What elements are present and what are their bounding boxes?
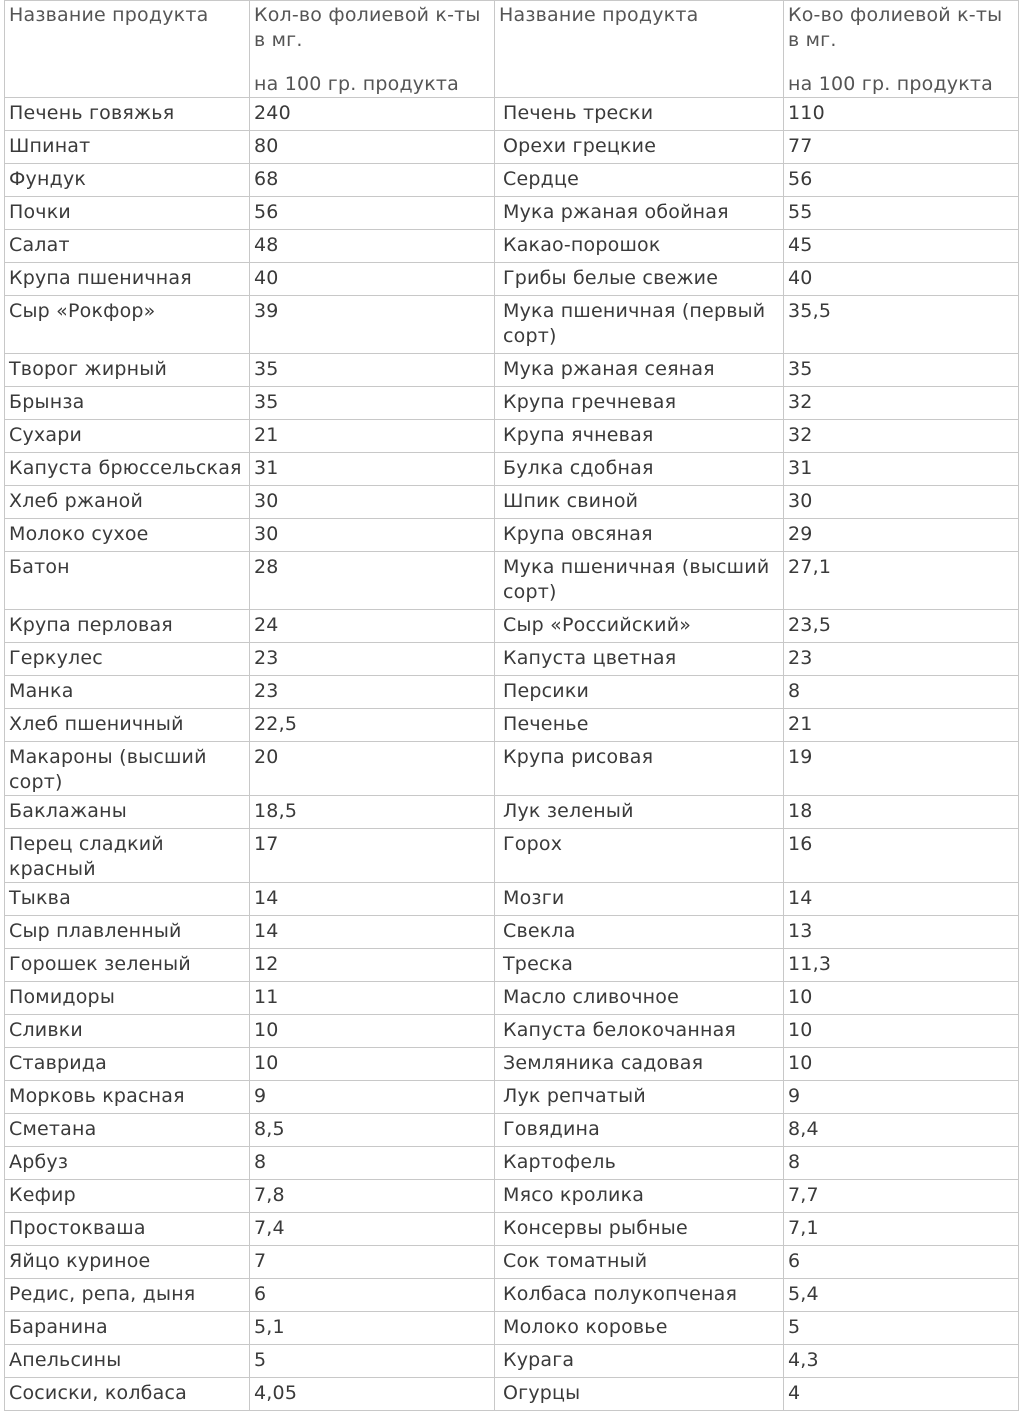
product-name-right-cell: Горох [495, 829, 784, 883]
product-name-right-cell: Молоко коровье [495, 1312, 784, 1345]
folic-amount-right-cell: 13 [784, 916, 1019, 949]
header-right-product-name [495, 1, 784, 98]
folic-amount-right-cell: 4,3 [784, 1345, 1019, 1378]
table-row [5, 1246, 1019, 1279]
folic-amount-left-cell: 8 [250, 1147, 495, 1180]
folic-amount-left-cell: 20 [250, 742, 495, 796]
folic-amount-right-cell: 6 [784, 1246, 1019, 1279]
header-left-folic-amount [250, 1, 495, 98]
folic-amount-right-cell: 23 [784, 643, 1019, 676]
table-row [5, 829, 1019, 883]
folic-amount-right-cell: 35,5 [784, 296, 1019, 354]
table-row [5, 610, 1019, 643]
folic-amount-right-cell: 7,1 [784, 1213, 1019, 1246]
folic-amount-right-cell: 8 [784, 1147, 1019, 1180]
folic-amount-right-cell: 55 [784, 197, 1019, 230]
table-row [5, 197, 1019, 230]
table-row [5, 643, 1019, 676]
product-name-left-cell: Морковь красная [5, 1081, 250, 1114]
product-name-right-cell: Мясо кролика [495, 1180, 784, 1213]
folic-amount-left-cell: 68 [250, 164, 495, 197]
product-name-left-cell: Макароны (высший сорт) [5, 742, 250, 796]
product-name-left-cell: Редис, репа, дыня [5, 1279, 250, 1312]
product-name-right-cell: Масло сливочное [495, 982, 784, 1015]
folic-amount-right-cell: 40 [784, 263, 1019, 296]
folic-amount-left-cell: 9 [250, 1081, 495, 1114]
folic-amount-left-cell: 39 [250, 296, 495, 354]
folic-amount-left-cell: 10 [250, 1048, 495, 1081]
product-name-left-cell: Хлеб пшеничный [5, 709, 250, 742]
folic-amount-left-cell: 18,5 [250, 796, 495, 829]
folic-amount-right-cell: 11,3 [784, 949, 1019, 982]
product-name-right-cell: Крупа овсяная [495, 519, 784, 552]
folic-amount-left-cell: 7,4 [250, 1213, 495, 1246]
product-name-left-cell: Ставрида [5, 1048, 250, 1081]
table-row [5, 1279, 1019, 1312]
folic-amount-right-cell: 23,5 [784, 610, 1019, 643]
product-name-right-cell: Крупа гречневая [495, 387, 784, 420]
table-row [5, 387, 1019, 420]
product-name-left-cell: Салат [5, 230, 250, 263]
folic-amount-right-cell: 5,4 [784, 1279, 1019, 1312]
folic-amount-left-cell: 17 [250, 829, 495, 883]
table-row [5, 519, 1019, 552]
product-name-left-cell: Горошек зеленый [5, 949, 250, 982]
folic-amount-left-cell: 40 [250, 263, 495, 296]
folic-amount-right-cell: 10 [784, 982, 1019, 1015]
product-name-right-cell: Мука пшеничная (первый сорт) [495, 296, 784, 354]
folic-amount-left-cell: 56 [250, 197, 495, 230]
header-right-amount-line2: на 100 гр. продукта [788, 73, 994, 95]
folic-amount-right-cell: 16 [784, 829, 1019, 883]
folic-amount-right-cell: 30 [784, 486, 1019, 519]
table-body [5, 98, 1019, 1411]
product-name-left-cell: Хлеб ржаной [5, 486, 250, 519]
table-row [5, 676, 1019, 709]
folic-amount-left-cell: 7 [250, 1246, 495, 1279]
product-name-left-cell: Почки [5, 197, 250, 230]
product-name-left-cell: Тыква [5, 883, 250, 916]
table-row [5, 709, 1019, 742]
product-name-right-cell: Лук зеленый [495, 796, 784, 829]
product-name-right-cell: Мука пшеничная (высший сорт) [495, 552, 784, 610]
folic-amount-right-cell: 8,4 [784, 1114, 1019, 1147]
folic-amount-left-cell: 35 [250, 387, 495, 420]
product-name-right-cell: Печенье [495, 709, 784, 742]
folic-amount-left-cell: 14 [250, 883, 495, 916]
table-row [5, 1378, 1019, 1411]
product-name-left-cell: Капуста брюссельская [5, 453, 250, 486]
table-row [5, 796, 1019, 829]
product-name-right-cell: Огурцы [495, 1378, 784, 1411]
folic-amount-left-cell: 5,1 [250, 1312, 495, 1345]
product-name-left-cell: Фундук [5, 164, 250, 197]
product-name-right-cell: Орехи грецкие [495, 131, 784, 164]
table-row [5, 164, 1019, 197]
folic-amount-right-cell: 4 [784, 1378, 1019, 1411]
folic-amount-left-cell: 4,05 [250, 1378, 495, 1411]
product-name-right-cell: Земляника садовая [495, 1048, 784, 1081]
folic-amount-right-cell: 27,1 [784, 552, 1019, 610]
header-right-gap [788, 53, 1014, 72]
folic-amount-right-cell: 10 [784, 1015, 1019, 1048]
folic-amount-left-cell: 10 [250, 1015, 495, 1048]
folic-amount-left-cell: 22,5 [250, 709, 495, 742]
product-name-right-cell: Крупа ячневая [495, 420, 784, 453]
product-name-left-cell: Геркулес [5, 643, 250, 676]
table-row [5, 916, 1019, 949]
folic-amount-left-cell: 11 [250, 982, 495, 1015]
folic-amount-right-cell: 56 [784, 164, 1019, 197]
folic-amount-right-cell: 19 [784, 742, 1019, 796]
product-name-right-cell: Консервы рыбные [495, 1213, 784, 1246]
table-row [5, 453, 1019, 486]
product-name-right-cell: Сердце [495, 164, 784, 197]
folic-amount-left-cell: 240 [250, 98, 495, 131]
product-name-right-cell: Персики [495, 676, 784, 709]
header-left-product-name-text: Название продукта [9, 4, 209, 26]
product-name-right-cell: Сок томатный [495, 1246, 784, 1279]
product-name-left-cell: Сыр «Рокфор» [5, 296, 250, 354]
table-row [5, 552, 1019, 610]
product-name-left-cell: Яйцо куриное [5, 1246, 250, 1279]
folic-amount-right-cell: 5 [784, 1312, 1019, 1345]
product-name-left-cell: Сухари [5, 420, 250, 453]
table-row [5, 354, 1019, 387]
table-row [5, 230, 1019, 263]
product-name-right-cell: Картофель [495, 1147, 784, 1180]
product-name-right-cell: Булка сдобная [495, 453, 784, 486]
product-name-left-cell: Баклажаны [5, 796, 250, 829]
product-name-right-cell: Капуста цветная [495, 643, 784, 676]
product-name-right-cell: Свекла [495, 916, 784, 949]
product-name-left-cell: Крупа пшеничная [5, 263, 250, 296]
product-name-right-cell: Колбаса полукопченая [495, 1279, 784, 1312]
table-row [5, 420, 1019, 453]
folic-amount-left-cell: 48 [250, 230, 495, 263]
header-left-product-name [5, 1, 250, 98]
product-name-left-cell: Сыр плавленный [5, 916, 250, 949]
product-name-right-cell: Лук репчатый [495, 1081, 784, 1114]
folic-amount-left-cell: 30 [250, 519, 495, 552]
product-name-left-cell: Баранина [5, 1312, 250, 1345]
folic-amount-left-cell: 12 [250, 949, 495, 982]
table-row [5, 1345, 1019, 1378]
table-row [5, 883, 1019, 916]
product-name-left-cell: Брынза [5, 387, 250, 420]
header-right-amount-line1: Ко-во фолиевой к-ты в мг. [788, 4, 1003, 51]
table-row [5, 1048, 1019, 1081]
table-row [5, 296, 1019, 354]
folic-amount-left-cell: 8,5 [250, 1114, 495, 1147]
product-name-left-cell: Помидоры [5, 982, 250, 1015]
product-name-left-cell: Манка [5, 676, 250, 709]
folic-amount-right-cell: 8 [784, 676, 1019, 709]
product-name-left-cell: Арбуз [5, 1147, 250, 1180]
folic-amount-right-cell: 31 [784, 453, 1019, 486]
product-name-left-cell: Сметана [5, 1114, 250, 1147]
product-name-left-cell: Простокваша [5, 1213, 250, 1246]
folic-amount-left-cell: 21 [250, 420, 495, 453]
product-name-left-cell: Перец сладкий красный [5, 829, 250, 883]
folic-amount-right-cell: 9 [784, 1081, 1019, 1114]
product-name-right-cell: Какао-порошок [495, 230, 784, 263]
product-name-left-cell: Молоко сухое [5, 519, 250, 552]
product-name-left-cell: Творог жирный [5, 354, 250, 387]
header-right-folic-amount [784, 1, 1019, 98]
folic-amount-right-cell: 35 [784, 354, 1019, 387]
table-row [5, 98, 1019, 131]
table-row [5, 1180, 1019, 1213]
folic-amount-right-cell: 10 [784, 1048, 1019, 1081]
folic-amount-right-cell: 32 [784, 420, 1019, 453]
folic-amount-left-cell: 31 [250, 453, 495, 486]
product-name-right-cell: Сыр «Российский» [495, 610, 784, 643]
folic-amount-right-cell: 77 [784, 131, 1019, 164]
folic-amount-right-cell: 110 [784, 98, 1019, 131]
folic-amount-right-cell: 18 [784, 796, 1019, 829]
product-name-right-cell: Курага [495, 1345, 784, 1378]
folic-amount-right-cell: 45 [784, 230, 1019, 263]
product-name-right-cell: Мука ржаная обойная [495, 197, 784, 230]
folic-amount-left-cell: 80 [250, 131, 495, 164]
header-left-gap [254, 53, 490, 72]
table-row [5, 1015, 1019, 1048]
folic-amount-left-cell: 6 [250, 1279, 495, 1312]
folic-amount-left-cell: 28 [250, 552, 495, 610]
folic-amount-right-cell: 32 [784, 387, 1019, 420]
product-name-right-cell: Треска [495, 949, 784, 982]
table-row [5, 949, 1019, 982]
header-left-amount-line2: на 100 гр. продукта [254, 73, 460, 95]
product-name-left-cell: Крупа перловая [5, 610, 250, 643]
product-name-right-cell: Грибы белые свежие [495, 263, 784, 296]
product-name-right-cell: Мука ржаная сеяная [495, 354, 784, 387]
table-row [5, 131, 1019, 164]
product-name-left-cell: Шпинат [5, 131, 250, 164]
folic-amount-left-cell: 24 [250, 610, 495, 643]
header-left-amount-line1: Кол-во фолиевой к-ты в мг. [254, 4, 481, 51]
product-name-left-cell: Сосиски, колбаса [5, 1378, 250, 1411]
header-row [5, 1, 1019, 98]
table-row [5, 1147, 1019, 1180]
product-name-right-cell: Мозги [495, 883, 784, 916]
folic-amount-left-cell: 14 [250, 916, 495, 949]
table-row [5, 263, 1019, 296]
folic-amount-right-cell: 14 [784, 883, 1019, 916]
folic-amount-right-cell: 7,7 [784, 1180, 1019, 1213]
product-name-right-cell: Говядина [495, 1114, 784, 1147]
product-name-right-cell: Крупа рисовая [495, 742, 784, 796]
folic-amount-left-cell: 35 [250, 354, 495, 387]
product-name-right-cell: Шпик свиной [495, 486, 784, 519]
table-row [5, 486, 1019, 519]
product-name-left-cell: Сливки [5, 1015, 250, 1048]
product-name-left-cell: Кефир [5, 1180, 250, 1213]
folic-amount-left-cell: 30 [250, 486, 495, 519]
folic-amount-left-cell: 7,8 [250, 1180, 495, 1213]
table-row [5, 1213, 1019, 1246]
header-right-product-name-text: Название продукта [499, 4, 699, 26]
folic-amount-right-cell: 29 [784, 519, 1019, 552]
table-row [5, 1312, 1019, 1345]
folic-amount-left-cell: 23 [250, 676, 495, 709]
folic-acid-table [4, 0, 1019, 1411]
folic-amount-right-cell: 21 [784, 709, 1019, 742]
table-row [5, 742, 1019, 796]
folic-amount-left-cell: 23 [250, 643, 495, 676]
product-name-left-cell: Печень говяжья [5, 98, 250, 131]
product-name-left-cell: Батон [5, 552, 250, 610]
product-name-left-cell: Апельсины [5, 1345, 250, 1378]
table-row [5, 1114, 1019, 1147]
folic-amount-left-cell: 5 [250, 1345, 495, 1378]
product-name-right-cell: Капуста белокочанная [495, 1015, 784, 1048]
table-row [5, 982, 1019, 1015]
table-row [5, 1081, 1019, 1114]
product-name-right-cell: Печень трески [495, 98, 784, 131]
